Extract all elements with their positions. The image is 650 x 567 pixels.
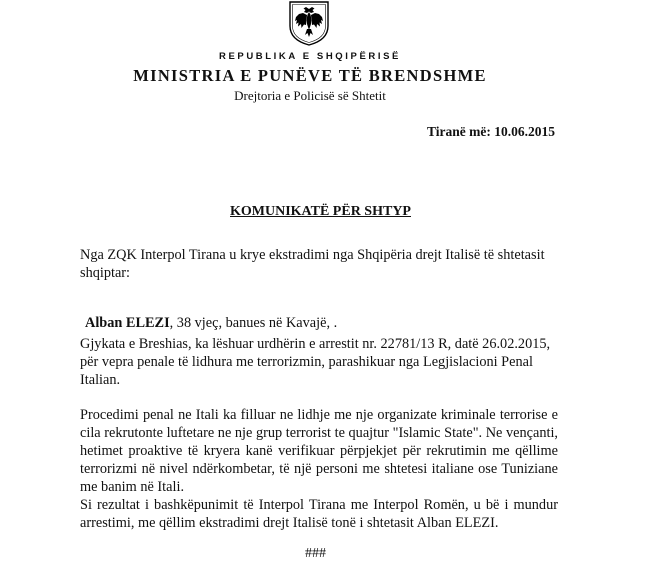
- procedure-paragraph: Procedimi penal ne Itali ka filluar ne lidhje me nje organizate kriminale terrorise e cila rekrutonte luftetare ne nje grup terrorist te quajtur "Islamic State". Ne vençanti, hetimet proaktive të kryera kanë verifikuar përpjekjet për rekrutimin me qëllime terrorizmi në nivel ndërkombetar, të një personi me shtetesi italiane ose Tuniziane me banim në Itali.: [80, 407, 558, 495]
- republic-heading: REPUBLIKA E SHQIPËRISË: [219, 51, 401, 62]
- court-order-line-1: Gjykata e Breshias, ka lëshuar urdhërin e arrestit nr. 22781/13 R, datë 26.02.2015,: [80, 336, 551, 352]
- suspect-details: , 38 vjeç, banues në Kavajë, .: [169, 315, 338, 331]
- court-order-line-2: për vepra penale të lidhura me terrorizmin, parashikuar nga Legjislacioni Penal Italian.: [80, 354, 533, 388]
- court-order-paragraph: [80, 335, 558, 389]
- intro-paragraph: Nga ZQK Interpol Tirana u krye ekstradimi nga Shqipëria drejt Italisë të shtetasit shqiptar:: [80, 247, 545, 281]
- ministry-heading: MINISTRIA E PUNËVE TË BRENDSHME: [133, 66, 487, 85]
- albanian-eagle-emblem-icon: [284, 0, 334, 46]
- document-title: KOMUNIKATË PËR SHTYP: [230, 204, 411, 219]
- result-paragraph: Si rezultat i bashkëpunimit të Interpol Tirana me Interpol Romën, u bë i mundur arrestimi, me qëllim ekstradimi drejt Italisë tonë i shtetasit Alban ELEZI.: [80, 497, 558, 531]
- suspect-name: Alban ELEZI: [85, 315, 170, 331]
- directorate-subheading: Drejtoria e Policisë së Shtetit: [234, 88, 386, 103]
- end-mark: ###: [305, 546, 326, 561]
- document-date: Tiranë më: 10.06.2015: [427, 124, 555, 139]
- suspect-line: [85, 314, 563, 332]
